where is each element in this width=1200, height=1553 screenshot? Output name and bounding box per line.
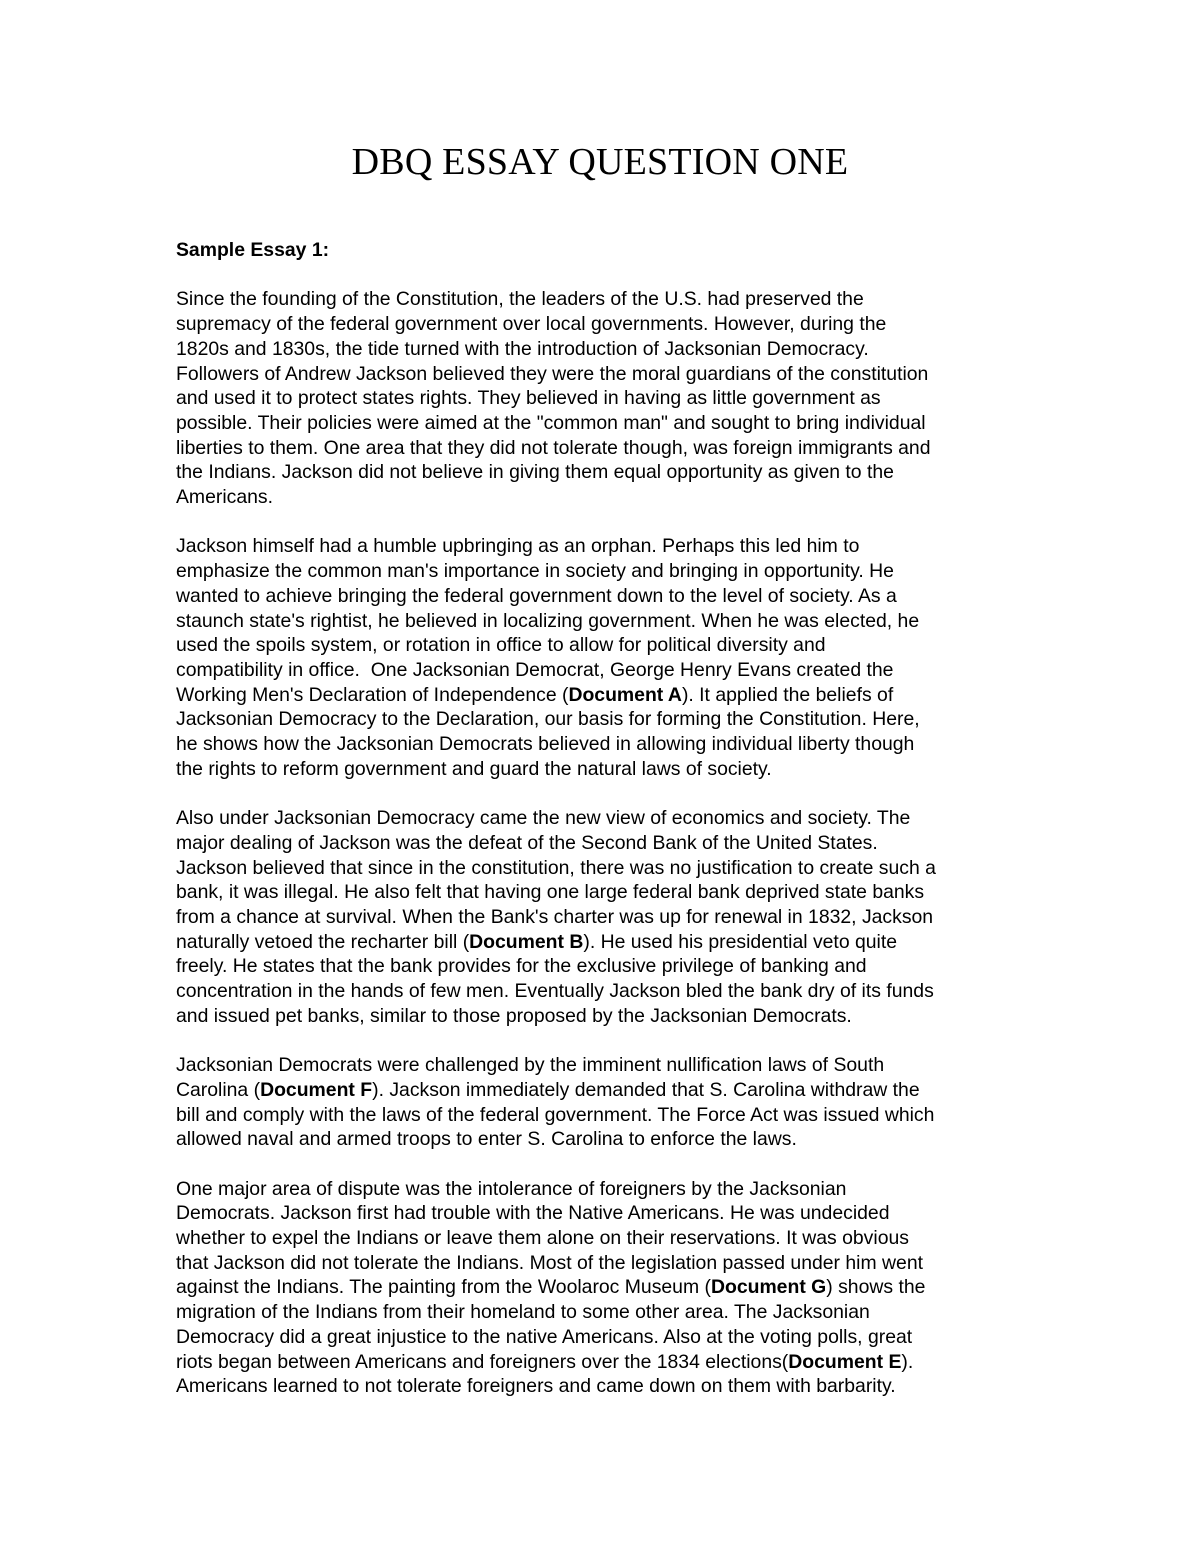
paragraph-line: Jacksonian Democrats were challenged by the imminent nullification laws of South bbox=[176, 1054, 885, 1077]
paragraph-line: whether to expel the Indians or leave them alone on their reservations. It was obvious bbox=[176, 1227, 909, 1250]
paragraph-line: from a chance at survival. When the Bank's charter was up for renewal in 1832, Jackson bbox=[176, 905, 934, 928]
line-text: ). He used his presidential veto quite bbox=[583, 930, 898, 953]
paragraph-line: and used it to protect states rights. They believed in having as little government as bbox=[176, 387, 881, 410]
essay-paragraphs bbox=[176, 287, 1046, 1399]
paragraph-line bbox=[176, 1275, 1046, 1300]
paragraph-line: emphasize the common man's importance in society and bringing in opportunity. He bbox=[176, 560, 894, 583]
line-text: naturally vetoed the recharter bill ( bbox=[176, 930, 470, 953]
paragraph-line: compatibility in office. One Jacksonian Democrat, George Henry Evans created the bbox=[176, 658, 894, 681]
line-text: ) shows the bbox=[826, 1276, 926, 1299]
paragraph-line: Jackson believed that since in the constitution, there was no justification to create such a bbox=[176, 856, 936, 879]
paragraph-line: concentration in the hands of few men. Eventually Jackson bled the bank dry of its funds bbox=[176, 980, 934, 1003]
paragraph-line: the rights to reform government and guard the natural laws of society. bbox=[176, 757, 772, 780]
paragraph-line: Democrats. Jackson first had trouble with the Native Americans. He was undecided bbox=[176, 1202, 890, 1225]
paragraph-line: Americans learned to not tolerate foreigners and came down on them with barbarity. bbox=[176, 1375, 896, 1398]
paragraph-line bbox=[176, 683, 1046, 708]
paragraph-line: migration of the Indians from their homeland to some other area. The Jacksonian bbox=[176, 1301, 870, 1324]
paragraph-line: Followers of Andrew Jackson believed they were the moral guardians of the constitution bbox=[176, 362, 929, 385]
paragraph-line: freely. He states that the bank provides for the exclusive privilege of banking and bbox=[176, 955, 867, 978]
paragraph-line: possible. Their policies were aimed at the "common man" and sought to bring individual bbox=[176, 411, 926, 434]
paragraph-line: Jackson himself had a humble upbringing as an orphan. Perhaps this led him to bbox=[176, 535, 860, 558]
essay-content bbox=[176, 238, 1046, 1424]
paragraph-line: One major area of dispute was the intolerance of foreigners by the Jacksonian bbox=[176, 1177, 847, 1200]
paragraph-line: allowed naval and armed troops to enter S. Carolina to enforce the laws. bbox=[176, 1128, 797, 1151]
paragraph-line: wanted to achieve bringing the federal government down to the level of society. As a bbox=[176, 584, 897, 607]
line-text: ). Jackson immediately demanded that S. Carolina withdraw the bbox=[372, 1078, 920, 1101]
paragraph-line bbox=[176, 1078, 1046, 1103]
document-title: DBQ ESSAY QUESTION ONE bbox=[351, 141, 849, 183]
essay-paragraph bbox=[176, 1177, 1046, 1399]
line-text: Working Men's Declaration of Independence ( bbox=[176, 683, 569, 706]
paragraph-line: Also under Jacksonian Democracy came the new view of economics and society. The bbox=[176, 807, 911, 830]
paragraph-line: that Jackson did not tolerate the Indians. Most of the legislation passed under him went bbox=[176, 1251, 923, 1274]
paragraph-line: supremacy of the federal government over local governments. However, during the bbox=[176, 313, 887, 336]
document-reference: Document B bbox=[469, 930, 584, 953]
paragraph-line: he shows how the Jacksonian Democrats believed in allowing individual liberty though bbox=[176, 733, 915, 756]
paragraph-line: major dealing of Jackson was the defeat of the Second Bank of the United States. bbox=[176, 831, 878, 854]
essay-paragraph bbox=[176, 287, 1046, 509]
essay-paragraph bbox=[176, 806, 1046, 1028]
paragraph-line: and issued pet banks, similar to those proposed by the Jacksonian Democrats. bbox=[176, 1004, 852, 1027]
paragraph-line: Jacksonian Democracy to the Declaration, our basis for forming the Constitution. Here, bbox=[176, 708, 920, 731]
line-text: riots began between Americans and foreigners over the 1834 elections( bbox=[176, 1350, 789, 1373]
paragraph-line: staunch state's rightist, he believed in localizing government. When he was elected, he bbox=[176, 609, 920, 632]
paragraph-line: Democracy did a great injustice to the native Americans. Also at the voting polls, great bbox=[176, 1325, 913, 1348]
essay-paragraph bbox=[176, 1053, 1046, 1152]
paragraph-line: bank, it was illegal. He also felt that having one large federal bank deprived state banks bbox=[176, 881, 925, 904]
paragraph-line: Since the founding of the Constitution, the leaders of the U.S. had preserved the bbox=[176, 288, 864, 311]
line-text: against the Indians. The painting from the Woolaroc Museum ( bbox=[176, 1276, 711, 1299]
line-text: ). bbox=[901, 1350, 914, 1373]
paragraph-line: the Indians. Jackson did not believe in giving them equal opportunity as given to the bbox=[176, 461, 894, 484]
paragraph-line: bill and comply with the laws of the federal government. The Force Act was issued which bbox=[176, 1103, 935, 1126]
paragraph-line bbox=[176, 930, 1046, 955]
document-reference: Document G bbox=[710, 1276, 827, 1299]
paragraph-line: used the spoils system, or rotation in office to allow for political diversity and bbox=[176, 634, 826, 657]
essay-paragraph bbox=[176, 534, 1046, 781]
document-reference: Document A bbox=[568, 683, 682, 706]
essay-subheading: Sample Essay 1: bbox=[176, 239, 330, 261]
paragraph-line: Americans. bbox=[176, 486, 273, 509]
paragraph-line bbox=[176, 1350, 1046, 1375]
paragraph-line: liberties to them. One area that they did not tolerate though, was foreign immigrants and bbox=[176, 436, 931, 459]
document-reference: Document E bbox=[788, 1350, 902, 1373]
document-reference: Document F bbox=[260, 1078, 373, 1101]
line-text: Carolina ( bbox=[176, 1078, 261, 1101]
line-text: ). It applied the beliefs of bbox=[681, 683, 894, 706]
paragraph-line: 1820s and 1830s, the tide turned with the introduction of Jacksonian Democracy. bbox=[176, 337, 869, 360]
